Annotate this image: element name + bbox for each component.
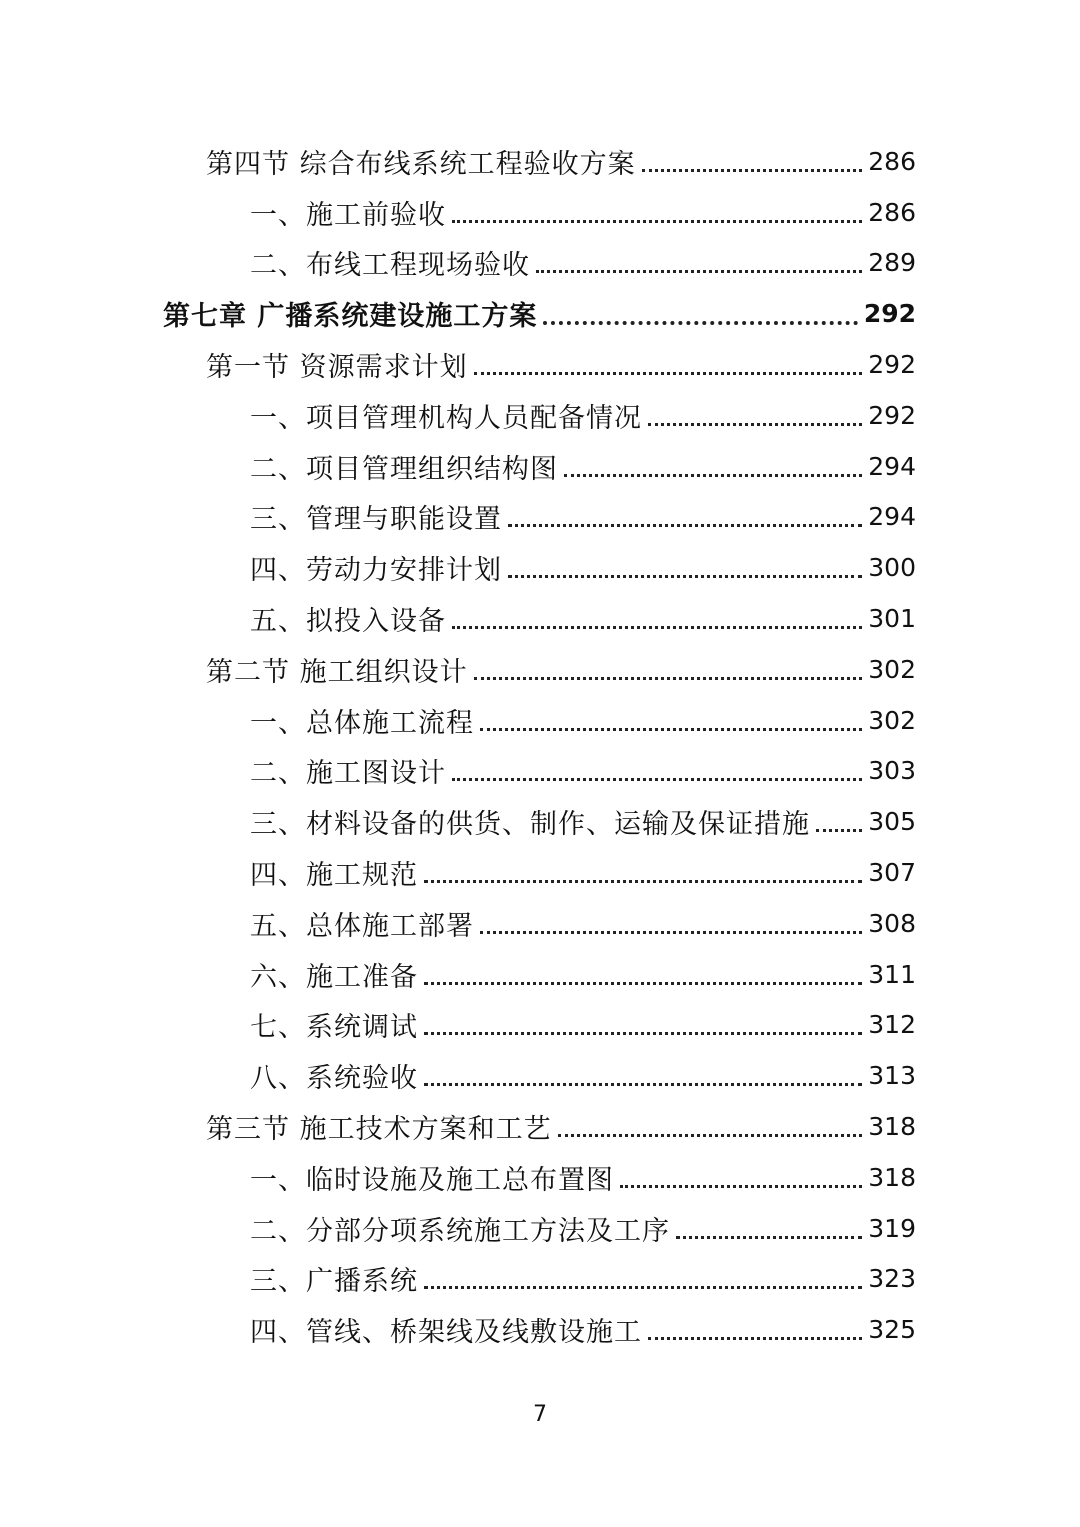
toc-entry-page: 292 [868, 350, 916, 380]
toc-entry-item[interactable] [0, 187, 1080, 238]
toc-entry-item[interactable] [0, 492, 1080, 543]
toc-entry-title: 一、总体施工流程 [250, 707, 474, 739]
toc-dot-leader [424, 982, 862, 985]
toc-entry-title: 三、管理与职能设置 [250, 504, 502, 536]
toc-entry-title: 五、拟投入设备 [250, 606, 446, 638]
toc-entry-section[interactable] [0, 136, 1080, 187]
toc-entry-item[interactable] [0, 1304, 1080, 1355]
toc-entry-title: 第二节 施工组织设计 [206, 656, 468, 688]
toc-entry-page: 294 [868, 451, 916, 481]
toc-entry-title: 一、施工前验收 [250, 199, 446, 231]
toc-entry-item[interactable] [0, 593, 1080, 644]
toc-entry-page: 307 [868, 858, 916, 888]
toc-entry-page: 319 [868, 1213, 916, 1243]
toc-entry-page: 302 [868, 654, 916, 684]
toc-entry-page: 292 [868, 400, 916, 430]
toc-entry-item[interactable] [0, 390, 1080, 441]
toc-entry-page: 300 [868, 553, 916, 583]
toc-entry-section[interactable] [0, 644, 1080, 695]
toc-dot-leader [424, 1032, 862, 1035]
toc-entry-page: 308 [868, 908, 916, 938]
toc-entry-title: 一、项目管理机构人员配备情况 [250, 402, 642, 434]
toc-dot-leader [543, 321, 857, 325]
toc-entry-item[interactable] [0, 695, 1080, 746]
toc-entry-page: 325 [868, 1315, 916, 1345]
toc-entry-item[interactable] [0, 796, 1080, 847]
toc-dot-leader [452, 626, 862, 629]
toc-entry-page: 305 [868, 807, 916, 837]
toc-entry-item[interactable] [0, 1050, 1080, 1101]
toc-dot-leader [424, 880, 862, 883]
toc-entry-item[interactable] [0, 238, 1080, 289]
toc-entry-chapter[interactable] [0, 288, 1080, 339]
toc-entry-title: 八、系统验收 [250, 1063, 418, 1095]
toc-dot-leader [816, 829, 862, 832]
toc-entry-title: 第三节 施工技术方案和工艺 [206, 1114, 552, 1146]
toc-dot-leader [620, 1185, 862, 1188]
toc-entry-title: 四、施工规范 [250, 860, 418, 892]
toc-dot-leader [564, 474, 862, 477]
toc-entry-page: 286 [868, 197, 916, 227]
toc-entry-page: 301 [868, 604, 916, 634]
toc-dot-leader [474, 372, 863, 375]
toc-entry-title: 二、施工图设计 [250, 758, 446, 790]
toc-dot-leader [676, 1236, 862, 1239]
toc-dot-leader [480, 931, 862, 934]
toc-entry-title: 三、广播系统 [250, 1266, 418, 1298]
toc-dot-leader [452, 778, 862, 781]
toc-entry-page: 318 [868, 1162, 916, 1192]
toc-entry-item[interactable] [0, 949, 1080, 1000]
toc-entry-title: 四、劳动力安排计划 [250, 555, 502, 587]
toc-dot-leader [424, 1286, 862, 1289]
toc-entry-item[interactable] [0, 898, 1080, 949]
toc-dot-leader [648, 423, 862, 426]
toc-entry-title: 二、分部分项系统施工方法及工序 [250, 1215, 670, 1247]
toc-dot-leader [558, 1134, 863, 1137]
toc-dot-leader [508, 575, 862, 578]
toc-entry-page: 311 [868, 959, 916, 989]
toc-entry-title: 三、材料设备的供货、制作、运输及保证措施 [250, 809, 810, 841]
toc-entry-item[interactable] [0, 746, 1080, 797]
toc-dot-leader [508, 524, 862, 527]
toc-entry-section[interactable] [0, 1101, 1080, 1152]
toc-entry-item[interactable] [0, 847, 1080, 898]
toc-dot-leader [424, 1083, 862, 1086]
toc-entry-page: 294 [868, 502, 916, 532]
toc-entry-page: 303 [868, 756, 916, 786]
toc-entry-page: 302 [868, 705, 916, 735]
page-number: 7 [533, 1402, 547, 1427]
toc-entry-title: 一、临时设施及施工总布置图 [250, 1164, 614, 1196]
toc-entry-title: 第一节 资源需求计划 [206, 352, 468, 384]
toc-entry-page: 318 [868, 1112, 916, 1142]
toc-dot-leader [452, 220, 862, 223]
toc-entry-page: 289 [868, 248, 916, 278]
toc-entry-section[interactable] [0, 339, 1080, 390]
toc-entry-title: 七、系统调试 [250, 1012, 418, 1044]
toc-dot-leader [480, 728, 862, 731]
table-of-contents [0, 136, 1080, 1355]
toc-entry-item[interactable] [0, 1254, 1080, 1305]
toc-entry-title: 六、施工准备 [250, 961, 418, 993]
toc-entry-page: 286 [868, 146, 916, 176]
toc-entry-title: 第七章 广播系统建设施工方案 [163, 301, 538, 333]
toc-dot-leader [536, 270, 862, 273]
toc-entry-title: 五、总体施工部署 [250, 910, 474, 942]
toc-entry-page: 292 [863, 299, 916, 329]
toc-entry-page: 312 [868, 1010, 916, 1040]
toc-entry-title: 四、管线、桥架线及线敷设施工 [250, 1317, 642, 1349]
toc-entry-item[interactable] [0, 441, 1080, 492]
toc-entry-title: 第四节 综合布线系统工程验收方案 [206, 148, 636, 180]
toc-dot-leader [648, 1337, 862, 1340]
toc-dot-leader [474, 677, 863, 680]
toc-entry-page: 323 [868, 1264, 916, 1294]
toc-dot-leader [642, 169, 863, 172]
toc-entry-item[interactable] [0, 542, 1080, 593]
toc-entry-item[interactable] [0, 1203, 1080, 1254]
toc-entry-title: 二、项目管理组织结构图 [250, 453, 558, 485]
toc-entry-item[interactable] [0, 1000, 1080, 1051]
toc-entry-page: 313 [868, 1061, 916, 1091]
toc-entry-item[interactable] [0, 1152, 1080, 1203]
toc-entry-title: 二、布线工程现场验收 [250, 250, 530, 282]
